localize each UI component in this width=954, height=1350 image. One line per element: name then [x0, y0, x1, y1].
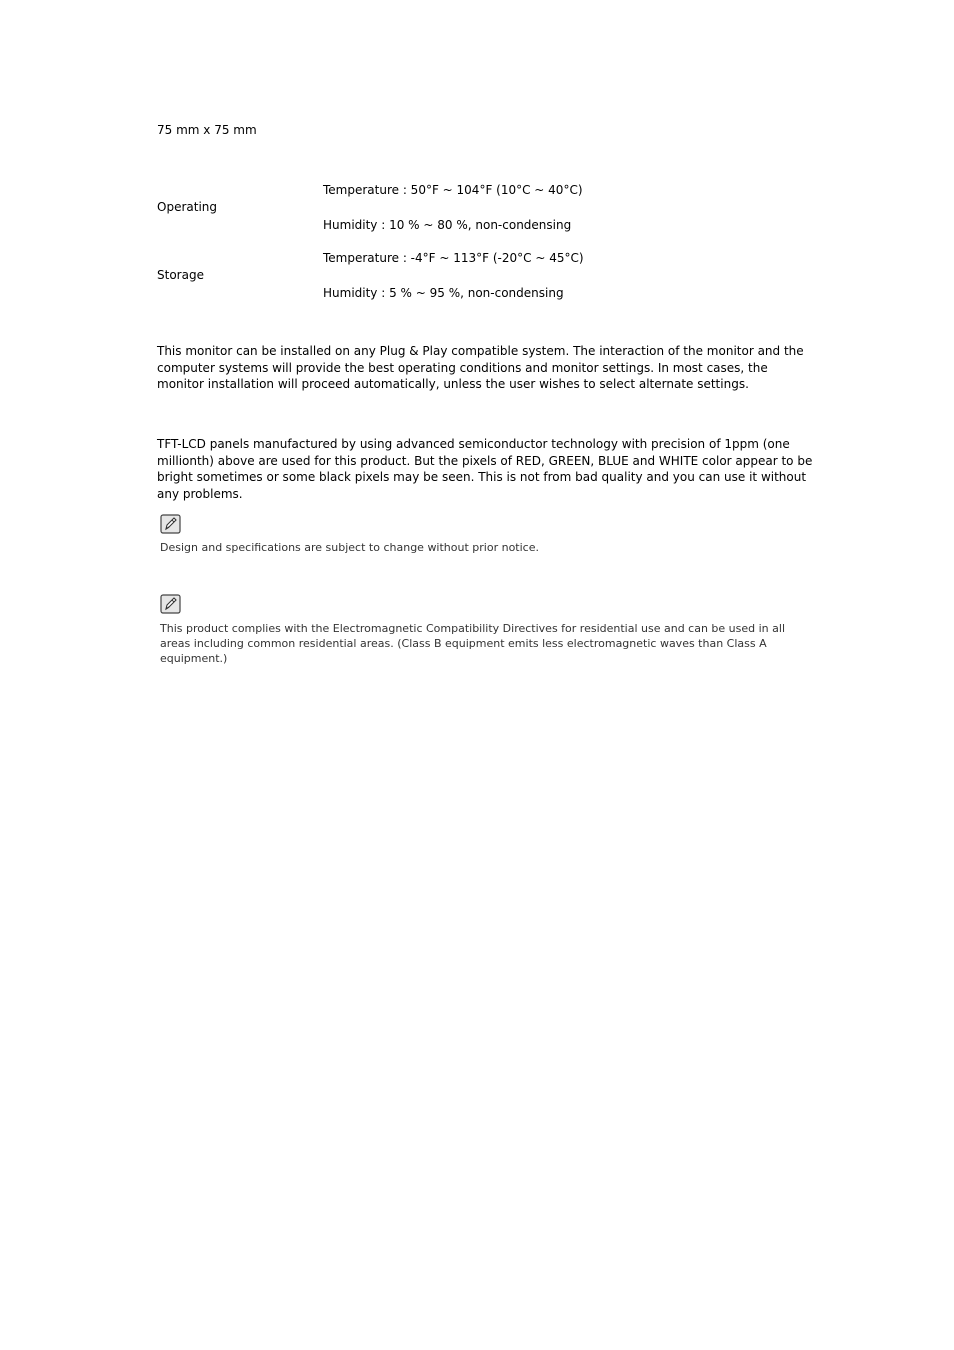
- note-pencil-icon: [160, 594, 182, 614]
- dot-acceptable-paragraph: TFT-LCD panels manufactured by using advanced semiconductor technology with precision of 1ppm (one millionth) above are used for this product. But the pixels of RED, GREEN, BLUE and WHITE color appear to be bright sometimes or some black pixels may be seen. This is not from bad quality and you can use it without any problems.: [157, 437, 813, 502]
- storage-label: Storage: [157, 268, 204, 282]
- note-pencil-icon: [160, 514, 182, 534]
- operating-temperature: Temperature : 50°F ~ 104°F (10°C ~ 40°C): [323, 183, 583, 197]
- storage-temperature: Temperature : -4°F ~ 113°F (-20°C ~ 45°C): [323, 251, 584, 265]
- plug-and-play-paragraph: This monitor can be installed on any Plug & Play compatible system. The interaction of the monitor and the computer systems will provide the best operating conditions and monitor settings. In most cases, the monitor installation will proceed automatically, unless the user wishes to select alternate settings.: [157, 344, 804, 392]
- note-text: This product complies with the Electromagnetic Compatibility Directives for residential use and can be used in all areas including common residential areas. (Class B equipment emits less electromagnetic waves than Class A equipment.): [160, 622, 785, 665]
- storage-humidity: Humidity : 5 % ~ 95 %, non-condensing: [323, 286, 564, 300]
- vesa-mount-value: 75 mm x 75 mm: [157, 123, 257, 137]
- note-text: Design and specifications are subject to change without prior notice.: [160, 541, 539, 554]
- operating-label: Operating: [157, 200, 217, 214]
- operating-humidity: Humidity : 10 % ~ 80 %, non-condensing: [323, 218, 572, 232]
